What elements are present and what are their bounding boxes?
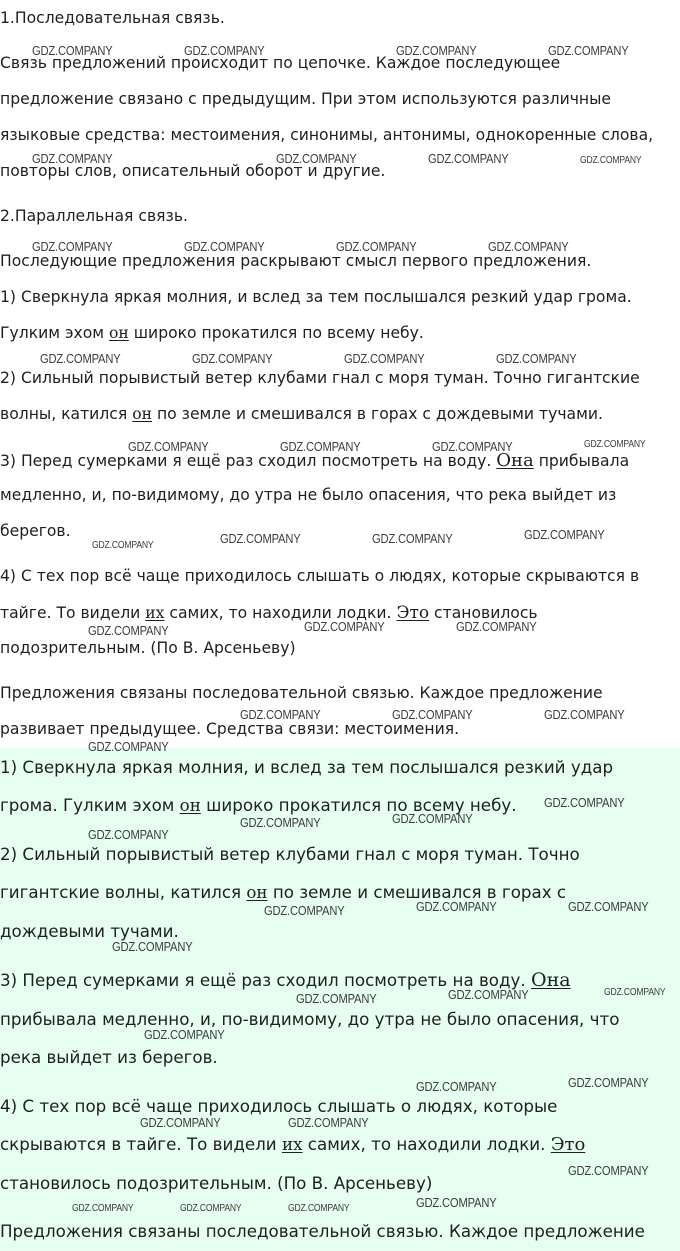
watermark: GDZ.COMPANY xyxy=(40,351,121,366)
watermark: GDZ.COMPANY xyxy=(88,623,169,638)
answer-line: 3) Перед сумерками я ещё раз сходил посмотреть на воду. Она xyxy=(0,969,571,991)
conclusion-line: развивает предыдущее. Средства связи: местоимения. xyxy=(0,720,460,738)
text-line: тайге. То видели их самих, то находили лодки. Это становилось xyxy=(0,603,538,623)
pronoun-link: Это xyxy=(396,603,430,623)
text-line: 2) Сильный порывистый ветер клубами гнал с моря туман. Точно гигантские xyxy=(0,369,640,387)
watermark: GDZ.COMPANY xyxy=(88,739,169,754)
watermark: GDZ.COMPANY xyxy=(128,439,209,454)
pronoun-link: их xyxy=(145,604,165,622)
watermark: GDZ.COMPANY xyxy=(32,151,113,166)
theory-line: Последующие предложения раскрывают смысл первого предложения. xyxy=(0,252,592,270)
watermark: GDZ.COMPANY xyxy=(220,531,301,546)
watermark: GDZ.COMPANY xyxy=(416,1079,497,1094)
heading-parallel: 2.Параллельная связь. xyxy=(0,207,188,225)
watermark: GDZ.COMPANY xyxy=(92,540,154,551)
answer-line: скрываются в тайге. То видели их самих, то находили лодки. Это xyxy=(0,1134,586,1155)
text-line: подозрительным. (По В. Арсеньеву) xyxy=(0,639,296,657)
watermark: GDZ.COMPANY xyxy=(192,351,273,366)
watermark: GDZ.COMPANY xyxy=(264,903,345,918)
watermark: GDZ.COMPANY xyxy=(580,155,642,166)
watermark: GDZ.COMPANY xyxy=(428,151,509,166)
watermark: GDZ.COMPANY xyxy=(544,795,625,810)
answer-line: 4) С тех пор всё чаще приходилось слышать о людях, которые xyxy=(0,1096,558,1116)
pronoun-link: Это xyxy=(550,1134,586,1155)
text-line: 4) С тех пор всё чаще приходилось слышать о людях, которые скрываются в xyxy=(0,567,640,585)
answer-line: 1) Сверкнула яркая молния, и вслед за тем послышался резкий удар xyxy=(0,757,614,777)
watermark: GDZ.COMPANY xyxy=(184,43,265,58)
watermark: GDZ.COMPANY xyxy=(32,239,113,254)
watermark: GDZ.COMPANY xyxy=(276,151,357,166)
watermark: GDZ.COMPANY xyxy=(568,1163,649,1178)
watermark: GDZ.COMPANY xyxy=(240,815,321,830)
watermark: GDZ.COMPANY xyxy=(396,43,477,58)
watermark: GDZ.COMPANY xyxy=(72,1203,134,1214)
pronoun-link: он xyxy=(109,324,129,342)
watermark: GDZ.COMPANY xyxy=(144,1027,225,1042)
watermark: GDZ.COMPANY xyxy=(184,239,265,254)
text-line: 1) Сверкнула яркая молния, и вслед за тем послышался резкий удар грома. xyxy=(0,288,632,306)
watermark: GDZ.COMPANY xyxy=(180,1203,242,1214)
watermark: GDZ.COMPANY xyxy=(416,899,497,914)
text-line: 3) Перед сумерками я ещё раз сходил посмотреть на воду. Она прибывала xyxy=(0,450,630,471)
pronoun-link: их xyxy=(281,1134,303,1154)
answer-line: гигантские волны, катился он по земле и смешивался в горах с xyxy=(0,882,567,902)
watermark: GDZ.COMPANY xyxy=(496,351,577,366)
answer-line: прибывала медленно, и, по-видимому, до утра не было опасения, что xyxy=(0,1009,620,1029)
watermark: GDZ.COMPANY xyxy=(488,239,569,254)
watermark: GDZ.COMPANY xyxy=(568,1075,649,1090)
watermark: GDZ.COMPANY xyxy=(288,1203,350,1214)
pronoun-link: он xyxy=(246,882,268,902)
watermark: GDZ.COMPANY xyxy=(112,939,193,954)
watermark: GDZ.COMPANY xyxy=(280,439,361,454)
text-line: берегов. xyxy=(0,522,71,540)
watermark: GDZ.COMPANY xyxy=(304,619,385,634)
pronoun-link: он xyxy=(132,405,152,423)
watermark: GDZ.COMPANY xyxy=(344,351,425,366)
watermark: GDZ.COMPANY xyxy=(372,531,453,546)
watermark: GDZ.COMPANY xyxy=(32,43,113,58)
watermark: GDZ.COMPANY xyxy=(296,991,377,1006)
theory-line: Связь предложений происходит по цепочке. Каждое последующее xyxy=(0,54,561,72)
watermark: GDZ.COMPANY xyxy=(524,527,605,542)
watermark: GDZ.COMPANY xyxy=(548,43,629,58)
watermark: GDZ.COMPANY xyxy=(336,239,417,254)
text-line: волны, катился он по земле и смешивался в горах с дождевыми тучами. xyxy=(0,405,603,423)
watermark: GDZ.COMPANY xyxy=(288,1115,369,1130)
answer-line: грома. Гулким эхом он широко прокатился по всему небу. xyxy=(0,795,517,815)
watermark: GDZ.COMPANY xyxy=(432,439,513,454)
watermark: GDZ.COMPANY xyxy=(416,1195,497,1210)
answer-line: река выйдет из берегов. xyxy=(0,1047,218,1067)
theory-line: языковые средства: местоимения, синонимы, антонимы, однокоренные слова, xyxy=(0,126,654,144)
watermark: GDZ.COMPANY xyxy=(448,987,529,1002)
watermark: GDZ.COMPANY xyxy=(568,899,649,914)
theory-line: предложение связано с предыдущим. При этом используются различные xyxy=(0,90,612,108)
watermark: GDZ.COMPANY xyxy=(544,707,625,722)
answer-line: 2) Сильный порывистый ветер клубами гнал с моря туман. Точно xyxy=(0,844,580,864)
answer-line: становилось подозрительным. (По В. Арсеньеву) xyxy=(0,1173,433,1193)
pronoun-link: он xyxy=(179,795,201,815)
watermark: GDZ.COMPANY xyxy=(392,707,473,722)
pronoun-link: Она xyxy=(496,450,534,471)
watermark: GDZ.COMPANY xyxy=(140,1115,221,1130)
watermark: GDZ.COMPANY xyxy=(88,827,169,842)
watermark: GDZ.COMPANY xyxy=(584,439,646,450)
text-line: медленно, и, по-видимому, до утра не было опасения, что река выйдет из xyxy=(0,486,617,504)
watermark: GDZ.COMPANY xyxy=(604,987,666,998)
text-line: Гулким эхом он широко прокатился по всему небу. xyxy=(0,324,424,342)
theory-line: повторы слов, описательный оборот и другие. xyxy=(0,162,386,180)
watermark: GDZ.COMPANY xyxy=(456,619,537,634)
watermark: GDZ.COMPANY xyxy=(392,811,473,826)
conclusion-line: Предложения связаны последовательной связью. Каждое предложение xyxy=(0,684,603,702)
watermark: GDZ.COMPANY xyxy=(240,707,321,722)
pronoun-link: Она xyxy=(531,969,571,991)
heading-sequential: 1.Последовательная связь. xyxy=(0,9,225,27)
answer-line: Предложения связаны последовательной связью. Каждое предложение xyxy=(0,1221,645,1241)
answer-line: дождевыми тучами. xyxy=(0,921,179,941)
